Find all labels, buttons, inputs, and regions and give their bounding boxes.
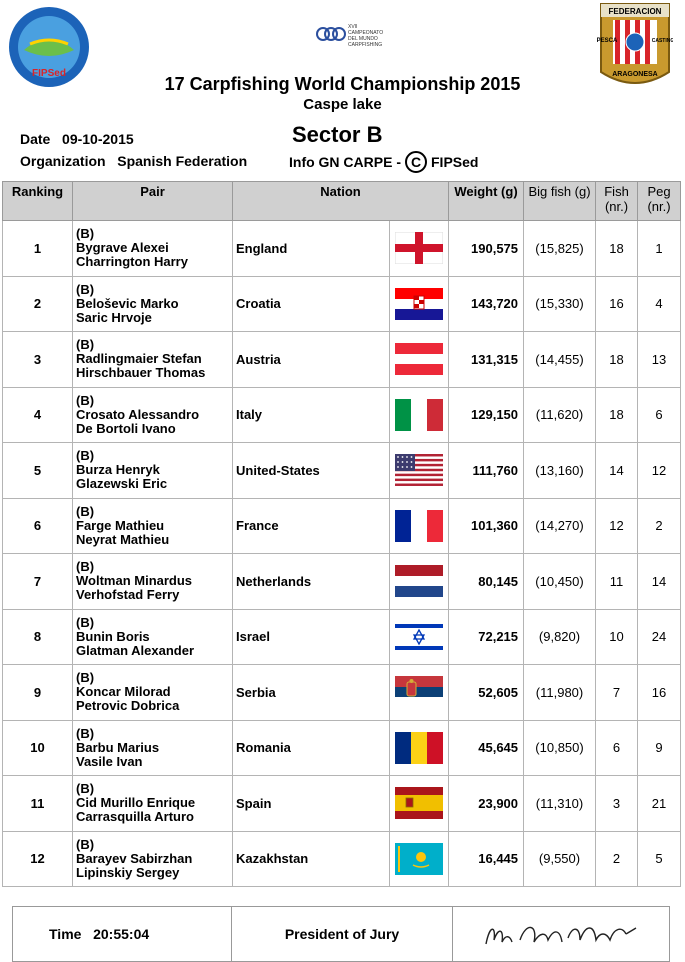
fish-count-cell: 3 — [596, 776, 638, 832]
fish-count-cell: 7 — [596, 665, 638, 721]
flag-cell — [390, 387, 449, 443]
rank-cell: 3 — [3, 332, 73, 388]
date-label: Date — [20, 131, 51, 147]
netherlands-flag-icon — [395, 573, 443, 588]
pair-angler-2: Lipinskiy Sergey — [76, 864, 180, 880]
nation-cell: England — [233, 221, 390, 277]
nation-cell: Kazakhstan — [233, 831, 390, 887]
weight-cell: 143,720 — [449, 276, 524, 332]
flag-cell — [390, 831, 449, 887]
nation-cell: Spain — [233, 776, 390, 832]
serbia-flag-icon — [395, 684, 443, 699]
pair-angler-1: Koncar Milorad — [76, 684, 171, 700]
rank-cell: 8 — [3, 609, 73, 665]
pair-angler-2: Vasile Ivan — [76, 753, 143, 769]
date-row — [20, 131, 134, 147]
table-row — [3, 332, 681, 388]
croatia-flag-icon — [395, 295, 443, 310]
president-label: President of Jury — [284, 926, 400, 942]
organization-row — [20, 153, 247, 169]
pair-angler-1: Woltman Minardus — [76, 573, 193, 589]
weight-cell: 101,360 — [449, 498, 524, 554]
pair-angler-2: Glatman Alexander — [76, 642, 195, 658]
nation-cell: Serbia — [233, 665, 390, 721]
peg-cell: 12 — [638, 443, 681, 499]
france-flag-icon — [395, 517, 443, 532]
table-row — [3, 609, 681, 665]
bigfish-cell: (15,330) — [524, 276, 596, 332]
israel-flag-icon — [395, 628, 443, 643]
pair-angler-1: Barayev Sabirzhan — [76, 850, 193, 866]
fipsed-logo-text: FIPSed — [32, 68, 66, 79]
weight-cell: 45,645 — [449, 720, 524, 776]
pair-angler-2: Glazewski Eric — [76, 476, 168, 492]
weight-cell: 72,215 — [449, 609, 524, 665]
table-row — [3, 387, 681, 443]
rank-cell: 1 — [3, 221, 73, 277]
time-cell — [13, 907, 232, 961]
bigfish-cell: (10,850) — [524, 720, 596, 776]
table-row — [3, 221, 681, 277]
fish-count-cell: 11 — [596, 554, 638, 610]
pair-sector: (B) — [76, 725, 95, 741]
bigfish-cell: (9,550) — [524, 831, 596, 887]
logo-right-right: CASTING — [651, 38, 673, 44]
nation-cell: Romania — [233, 720, 390, 776]
rank-cell: 7 — [3, 554, 73, 610]
pair-angler-2: Charrington Harry — [76, 254, 188, 270]
pair-angler-2: Saric Hrvoje — [76, 309, 152, 325]
logo-line-1: XVII — [348, 24, 358, 30]
flag-cell — [390, 554, 449, 610]
rank-cell: 4 — [3, 387, 73, 443]
championship-logo — [316, 22, 396, 52]
rank-cell: 6 — [3, 498, 73, 554]
footer — [12, 906, 670, 962]
rank-cell: 12 — [3, 831, 73, 887]
weight-cell: 190,575 — [449, 221, 524, 277]
fish-count-cell: 12 — [596, 498, 638, 554]
peg-cell: 2 — [638, 498, 681, 554]
pair-angler-1: Farge Mathieu — [76, 517, 165, 533]
time-value: 20:55:04 — [93, 926, 150, 942]
rank-cell: 2 — [3, 276, 73, 332]
pair-cell — [73, 554, 233, 610]
pair-angler-1: Beloševic Marko — [76, 295, 179, 311]
rank-cell: 9 — [3, 665, 73, 721]
flag-cell — [390, 221, 449, 277]
weight-cell: 131,315 — [449, 332, 524, 388]
president-cell — [232, 907, 453, 961]
pair-sector: (B) — [76, 670, 95, 686]
kazakhstan-flag-icon — [395, 850, 443, 865]
pair-angler-2: Hirschbauer Thomas — [76, 365, 206, 381]
info-label: Info GN CARPE - — [289, 154, 401, 170]
logo-right-left: PESCA — [597, 38, 618, 44]
pair-angler-2: Verhofstad Ferry — [76, 587, 180, 603]
rank-cell: 11 — [3, 776, 73, 832]
bigfish-cell: (9,820) — [524, 609, 596, 665]
nation-cell: Austria — [233, 332, 390, 388]
table-header-row — [3, 182, 681, 221]
peg-cell: 1 — [638, 221, 681, 277]
signature-icon — [476, 914, 646, 954]
pair-angler-1: Burza Henryk — [76, 462, 160, 478]
flag-cell — [390, 332, 449, 388]
pair-sector: (B) — [76, 836, 95, 852]
table-row — [3, 776, 681, 832]
organization-value: Spanish Federation — [117, 153, 248, 169]
peg-cell: 4 — [638, 276, 681, 332]
fish-count-cell: 18 — [596, 387, 638, 443]
pair-cell — [73, 831, 233, 887]
peg-cell: 6 — [638, 387, 681, 443]
fish-count-cell: 14 — [596, 443, 638, 499]
fish-count-cell: 2 — [596, 831, 638, 887]
nation-cell: Italy — [233, 387, 390, 443]
pair-cell — [73, 221, 233, 277]
pair-angler-1: Radlingmaier Stefan — [76, 351, 202, 367]
pair-angler-1: Cid Murillo Enrique — [76, 795, 196, 811]
peg-cell: 21 — [638, 776, 681, 832]
pair-angler-1: Barbu Marius — [76, 739, 160, 755]
pair-sector: (B) — [76, 448, 95, 464]
peg-cell: 13 — [638, 332, 681, 388]
bigfish-cell: (11,980) — [524, 665, 596, 721]
weight-cell: 52,605 — [449, 665, 524, 721]
nation-cell: France — [233, 498, 390, 554]
rank-cell: 5 — [3, 443, 73, 499]
usa-flag-icon — [395, 462, 443, 477]
bigfish-cell: (10,450) — [524, 554, 596, 610]
page-subtitle: Caspe lake — [303, 96, 382, 113]
peg-cell: 5 — [638, 831, 681, 887]
table-row — [3, 831, 681, 887]
logo-right-bottom: ARAGONESA — [612, 71, 658, 78]
organization-label: Organization — [20, 153, 106, 169]
flag-cell — [390, 609, 449, 665]
peg-cell: 16 — [638, 665, 681, 721]
pair-cell — [73, 609, 233, 665]
peg-cell: 24 — [638, 609, 681, 665]
col-peg: Peg (nr.) — [638, 182, 681, 221]
flag-cell — [390, 665, 449, 721]
fish-count-cell: 10 — [596, 609, 638, 665]
pair-angler-2: Petrovic Dobrica — [76, 698, 180, 714]
pair-sector: (B) — [76, 281, 95, 297]
col-nation: Nation — [233, 182, 449, 221]
pair-cell — [73, 720, 233, 776]
england-flag-icon — [395, 240, 443, 255]
table-row — [3, 665, 681, 721]
bigfish-cell: (13,160) — [524, 443, 596, 499]
flag-cell — [390, 498, 449, 554]
fish-count-cell: 16 — [596, 276, 638, 332]
peg-cell: 14 — [638, 554, 681, 610]
nation-cell: United-States — [233, 443, 390, 499]
time-label: Time — [49, 926, 82, 942]
pair-sector: (B) — [76, 781, 95, 797]
weight-cell: 129,150 — [449, 387, 524, 443]
copyright-icon: C — [405, 151, 427, 173]
table-row — [3, 720, 681, 776]
pair-cell — [73, 665, 233, 721]
pair-sector: (B) — [76, 226, 95, 242]
weight-cell: 80,145 — [449, 554, 524, 610]
flag-cell — [390, 776, 449, 832]
bigfish-cell: (15,825) — [524, 221, 596, 277]
austria-flag-icon — [395, 351, 443, 366]
pair-sector: (B) — [76, 392, 95, 408]
pair-angler-1: Crosato Alessandro — [76, 406, 200, 422]
date-value: 09-10-2015 — [62, 131, 134, 147]
nation-cell: Israel — [233, 609, 390, 665]
sector-title: Sector B — [292, 122, 383, 147]
col-fish: Fish (nr.) — [596, 182, 638, 221]
pair-cell — [73, 498, 233, 554]
col-weight: Weight (g) — [449, 182, 524, 221]
peg-cell: 9 — [638, 720, 681, 776]
logo-line-2: CAMPEONATO — [348, 30, 384, 36]
fish-count-cell: 6 — [596, 720, 638, 776]
logo-right-top: FEDERACION — [608, 7, 662, 16]
rank-cell: 10 — [3, 720, 73, 776]
logo-line-3: DEL MUNDO — [348, 36, 378, 42]
pair-cell — [73, 443, 233, 499]
pair-cell — [73, 332, 233, 388]
table-row — [3, 276, 681, 332]
bigfish-cell: (11,310) — [524, 776, 596, 832]
signature-cell — [453, 907, 669, 961]
spain-flag-icon — [395, 795, 443, 810]
pair-cell — [73, 776, 233, 832]
fish-count-cell: 18 — [596, 221, 638, 277]
weight-cell: 111,760 — [449, 443, 524, 499]
fish-count-cell: 18 — [596, 332, 638, 388]
romania-flag-icon — [395, 739, 443, 754]
col-bigfish: Big fish (g) — [524, 182, 596, 221]
info-brand: FIPSed — [431, 154, 479, 170]
pair-angler-2: De Bortoli Ivano — [76, 420, 176, 436]
pair-sector: (B) — [76, 559, 95, 575]
weight-cell: 23,900 — [449, 776, 524, 832]
pair-angler-2: Carrasquilla Arturo — [76, 809, 194, 825]
logo-line-4: CARPFISHING — [348, 42, 383, 48]
table-row — [3, 554, 681, 610]
pair-sector: (B) — [76, 337, 95, 353]
pair-sector: (B) — [76, 503, 95, 519]
bigfish-cell: (14,270) — [524, 498, 596, 554]
table-row — [3, 498, 681, 554]
col-ranking: Ranking — [3, 182, 73, 221]
bigfish-cell: (14,455) — [524, 332, 596, 388]
weight-cell: 16,445 — [449, 831, 524, 887]
nation-cell: Croatia — [233, 276, 390, 332]
col-pair: Pair — [73, 182, 233, 221]
pair-angler-1: Bygrave Alexei — [76, 240, 169, 256]
pair-angler-1: Bunin Boris — [76, 628, 150, 644]
pair-angler-2: Neyrat Mathieu — [76, 531, 170, 547]
pair-cell — [73, 387, 233, 443]
flag-cell — [390, 443, 449, 499]
bigfish-cell: (11,620) — [524, 387, 596, 443]
pair-cell — [73, 276, 233, 332]
info-row — [289, 151, 478, 173]
page-title: 17 Carpfishing World Championship 2015 — [164, 74, 521, 94]
pair-sector: (B) — [76, 614, 95, 630]
nation-cell: Netherlands — [233, 554, 390, 610]
table-row — [3, 443, 681, 499]
flag-cell — [390, 276, 449, 332]
results-table — [2, 181, 681, 887]
italy-flag-icon — [395, 406, 443, 421]
flag-cell — [390, 720, 449, 776]
